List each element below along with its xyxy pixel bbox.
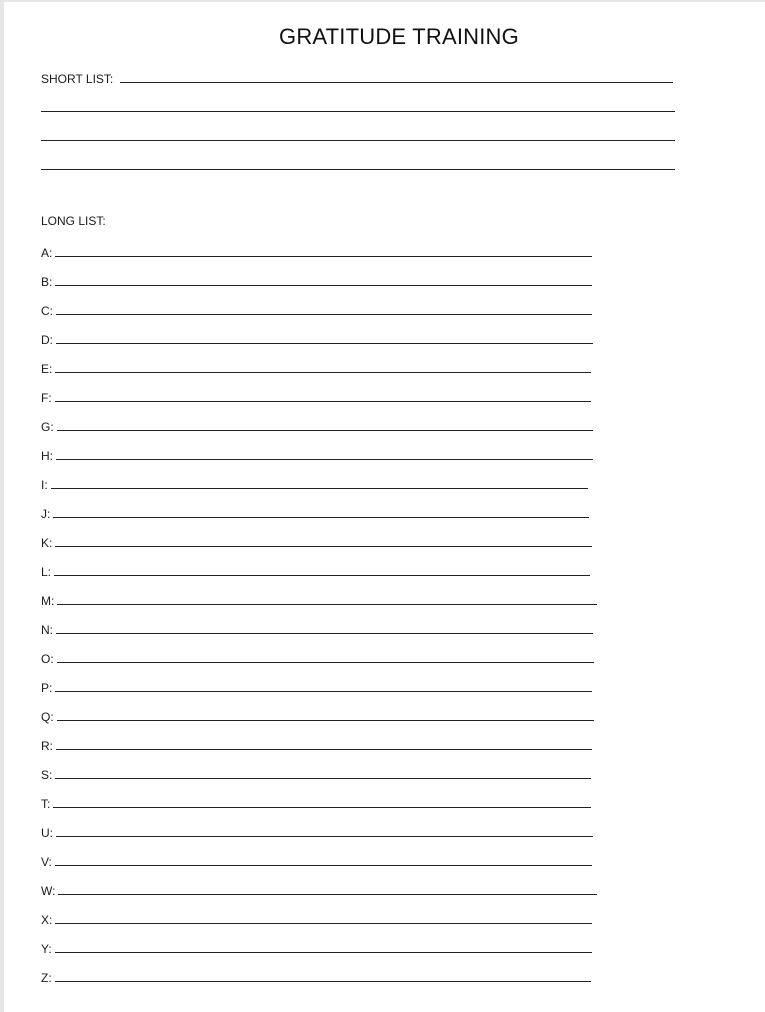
letter-label: N:	[41, 623, 53, 637]
letter-label: E:	[41, 362, 53, 376]
short-list-entry-line-4[interactable]	[41, 169, 675, 170]
letter-label: A:	[41, 246, 53, 260]
letter-entry-line[interactable]	[51, 488, 588, 489]
letter-entry-line[interactable]	[53, 807, 591, 808]
short-list-row	[41, 155, 675, 173]
long-list-row	[41, 619, 593, 637]
letter-entry-line[interactable]	[56, 343, 593, 344]
long-list-row	[41, 909, 592, 927]
letter-entry-line[interactable]	[54, 575, 590, 576]
short-list-label: SHORT LIST:	[41, 72, 114, 86]
letter-entry-line[interactable]	[55, 401, 591, 402]
letter-label: D:	[41, 333, 53, 347]
letter-entry-line[interactable]	[53, 517, 589, 518]
letter-label: B:	[41, 275, 53, 289]
letter-label: U:	[41, 826, 53, 840]
letter-entry-line[interactable]	[55, 256, 592, 257]
long-list-row	[41, 271, 592, 289]
letter-entry-line[interactable]	[56, 633, 593, 634]
long-list-row	[41, 300, 592, 318]
letter-label: X:	[41, 913, 53, 927]
letter-label: K:	[41, 536, 53, 550]
letter-label: S:	[41, 768, 53, 782]
long-list-label: LONG LIST:	[41, 214, 106, 228]
long-list-row	[41, 938, 592, 956]
long-list-row	[41, 242, 592, 260]
letter-entry-line[interactable]	[57, 604, 597, 605]
letter-entry-line[interactable]	[56, 836, 593, 837]
short-list-row	[41, 68, 673, 86]
short-list-entry-line-2[interactable]	[41, 111, 675, 112]
letter-entry-line[interactable]	[57, 430, 593, 431]
letter-entry-line[interactable]	[58, 894, 597, 895]
letter-label: W:	[41, 884, 56, 898]
letter-label: G:	[41, 420, 54, 434]
letter-entry-line[interactable]	[55, 981, 591, 982]
long-list-row	[41, 532, 592, 550]
letter-label: L:	[41, 565, 52, 579]
letter-label: M:	[41, 594, 55, 608]
letter-label: T:	[41, 797, 51, 811]
short-list-row	[41, 97, 675, 115]
letter-entry-line[interactable]	[55, 865, 592, 866]
letter-entry-line[interactable]	[55, 952, 592, 953]
long-list-row	[41, 503, 589, 521]
letter-label: Q:	[41, 710, 54, 724]
letter-entry-line[interactable]	[56, 749, 592, 750]
short-list-entry-line-1[interactable]	[120, 82, 673, 83]
letter-entry-line[interactable]	[55, 778, 591, 779]
long-list-row	[41, 416, 593, 434]
letter-label: H:	[41, 449, 53, 463]
long-list-row	[41, 822, 593, 840]
long-list-row	[41, 561, 590, 579]
long-list-row	[41, 590, 597, 608]
long-list-row	[41, 358, 591, 376]
letter-entry-line[interactable]	[55, 546, 592, 547]
long-list-row	[41, 445, 593, 463]
letter-label: Y:	[41, 942, 52, 956]
letter-entry-line[interactable]	[56, 314, 592, 315]
long-list-row	[41, 793, 591, 811]
long-list-row	[41, 764, 591, 782]
letter-entry-line[interactable]	[57, 662, 594, 663]
long-list-row	[41, 474, 588, 492]
letter-entry-line[interactable]	[55, 691, 592, 692]
letter-label: J:	[41, 507, 51, 521]
long-list-row	[41, 706, 594, 724]
letter-entry-line[interactable]	[55, 372, 591, 373]
long-list-row	[41, 648, 594, 666]
letter-label: V:	[41, 855, 52, 869]
page-title: GRATITUDE TRAINING	[279, 24, 519, 49]
long-list-row	[41, 677, 592, 695]
letter-label: O:	[41, 652, 54, 666]
letter-label: Z:	[41, 971, 52, 985]
worksheet-page	[4, 2, 765, 1012]
long-list-row	[41, 967, 591, 985]
letter-label: P:	[41, 681, 53, 695]
long-list-row	[41, 880, 597, 898]
letter-entry-line[interactable]	[55, 923, 592, 924]
long-list-row	[41, 387, 591, 405]
letter-label: I:	[41, 478, 48, 492]
letter-entry-line[interactable]	[55, 285, 592, 286]
letter-entry-line[interactable]	[56, 459, 593, 460]
letter-label: F:	[41, 391, 52, 405]
letter-label: C:	[41, 304, 53, 318]
short-list-row	[41, 126, 675, 144]
letter-entry-line[interactable]	[57, 720, 594, 721]
long-list-row	[41, 735, 592, 753]
long-list-row	[41, 851, 592, 869]
short-list-entry-line-3[interactable]	[41, 140, 675, 141]
long-list-row	[41, 329, 593, 347]
letter-label: R:	[41, 739, 53, 753]
